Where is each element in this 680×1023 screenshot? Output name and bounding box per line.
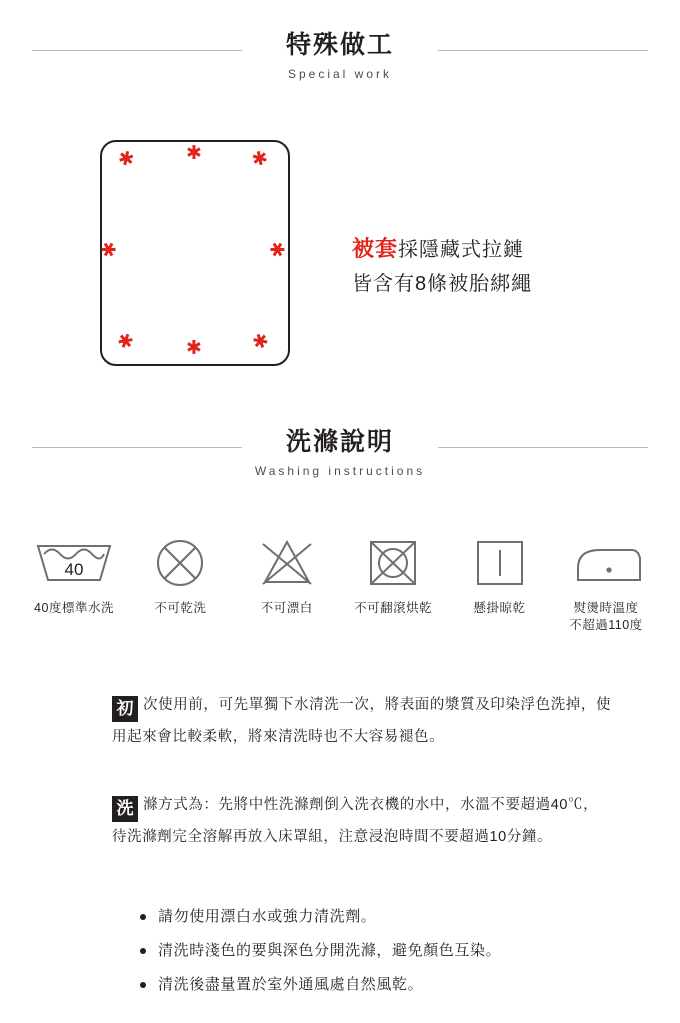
quilt-description-highlight: 被套 bbox=[352, 236, 399, 261]
tie-mark-mid-right: ✱ bbox=[265, 241, 287, 258]
tie-mark-bottom-left: ✱ bbox=[114, 326, 138, 353]
iron-one-dot-icon bbox=[564, 528, 648, 588]
care-label-line-dry: 懸掛晾乾 bbox=[473, 601, 526, 615]
paragraph-wash-method bbox=[112, 790, 612, 852]
quilt-description-line1: 採隱藏式拉鏈 bbox=[398, 239, 525, 261]
care-symbol-iron-110 bbox=[554, 528, 658, 634]
quilt-description bbox=[352, 232, 652, 301]
no-bleach-icon bbox=[245, 528, 329, 588]
care-symbol-wash-40 bbox=[22, 528, 126, 634]
tie-mark-mid-left: ✱ bbox=[99, 241, 121, 258]
quilt-cover-diagram bbox=[100, 140, 290, 366]
care-label-no-tumble-dry: 不可翻滾烘乾 bbox=[354, 601, 433, 615]
paragraph-text-wash: 滌方式為：先將中性洗滌劑倒入洗衣機的水中，水溫不要超過40℃，待洗滌劑完全溶解再放入床罩組，注意浸泡時間不要超過10分鐘。 bbox=[112, 797, 599, 845]
no-dry-clean-icon bbox=[138, 528, 222, 588]
tie-mark-bottom-center: ✱ bbox=[186, 335, 202, 356]
washing-rule-right bbox=[438, 447, 648, 448]
care-label-iron-line2: 不超過110度 bbox=[569, 618, 643, 632]
care-label-no-bleach: 不可漂白 bbox=[260, 601, 313, 615]
care-symbol-row bbox=[22, 528, 658, 634]
line-dry-icon bbox=[458, 528, 542, 588]
paragraph-badge-wash: 洗 bbox=[112, 796, 138, 822]
care-label-wash-40: 40度標準水洗 bbox=[34, 601, 114, 615]
special-work-title-en: Special work bbox=[287, 67, 393, 81]
paragraph-text-first: 次使用前，可先單獨下水清洗一次，將表面的漿質及印染浮色洗掉，使用起來會比較柔軟，將來清洗時也不大容易褪色。 bbox=[112, 697, 612, 745]
quilt-description-line2: 皆含有8條被胎綁繩 bbox=[352, 273, 533, 295]
tie-mark-top-center: ✱ bbox=[186, 143, 202, 164]
washing-rule-left bbox=[32, 447, 242, 448]
special-work-heading bbox=[0, 28, 680, 81]
care-bullet-list bbox=[140, 900, 640, 1002]
list-item: 清洗時淺色的要與深色分開洗滌，避免顏色互染。 bbox=[140, 934, 640, 968]
special-work-title-cn: 特殊做工 bbox=[285, 31, 394, 59]
care-symbol-no-bleach bbox=[235, 528, 339, 634]
wash-temp-value: 40 bbox=[64, 560, 84, 579]
care-symbol-no-dry-clean bbox=[128, 528, 232, 634]
tie-mark-top-right: ✱ bbox=[249, 147, 270, 172]
no-tumble-dry-icon bbox=[351, 528, 435, 588]
heading-rule-right bbox=[438, 50, 648, 51]
care-symbol-no-tumble-dry bbox=[341, 528, 445, 634]
care-label-iron-line1: 熨燙時溫度 bbox=[573, 601, 639, 615]
list-item: 請勿使用漂白水或強力清洗劑。 bbox=[140, 900, 640, 934]
heading-rule-left bbox=[32, 50, 242, 51]
care-label-iron-110 bbox=[554, 600, 658, 634]
list-item: 清洗後盡量置於室外通風處自然風乾。 bbox=[140, 968, 640, 1002]
tie-mark-bottom-right: ✱ bbox=[248, 326, 272, 353]
washing-title-cn: 洗滌說明 bbox=[285, 428, 394, 456]
paragraph-first-use bbox=[112, 690, 612, 752]
washing-heading bbox=[0, 425, 680, 478]
care-label-no-dry-clean: 不可乾洗 bbox=[154, 601, 207, 615]
wash-tub-40-icon bbox=[32, 528, 116, 588]
paragraph-badge-first: 初 bbox=[112, 696, 138, 722]
tie-mark-top-left: ✱ bbox=[115, 147, 136, 172]
care-symbol-line-dry bbox=[448, 528, 552, 634]
washing-title-en: Washing instructions bbox=[254, 464, 426, 478]
